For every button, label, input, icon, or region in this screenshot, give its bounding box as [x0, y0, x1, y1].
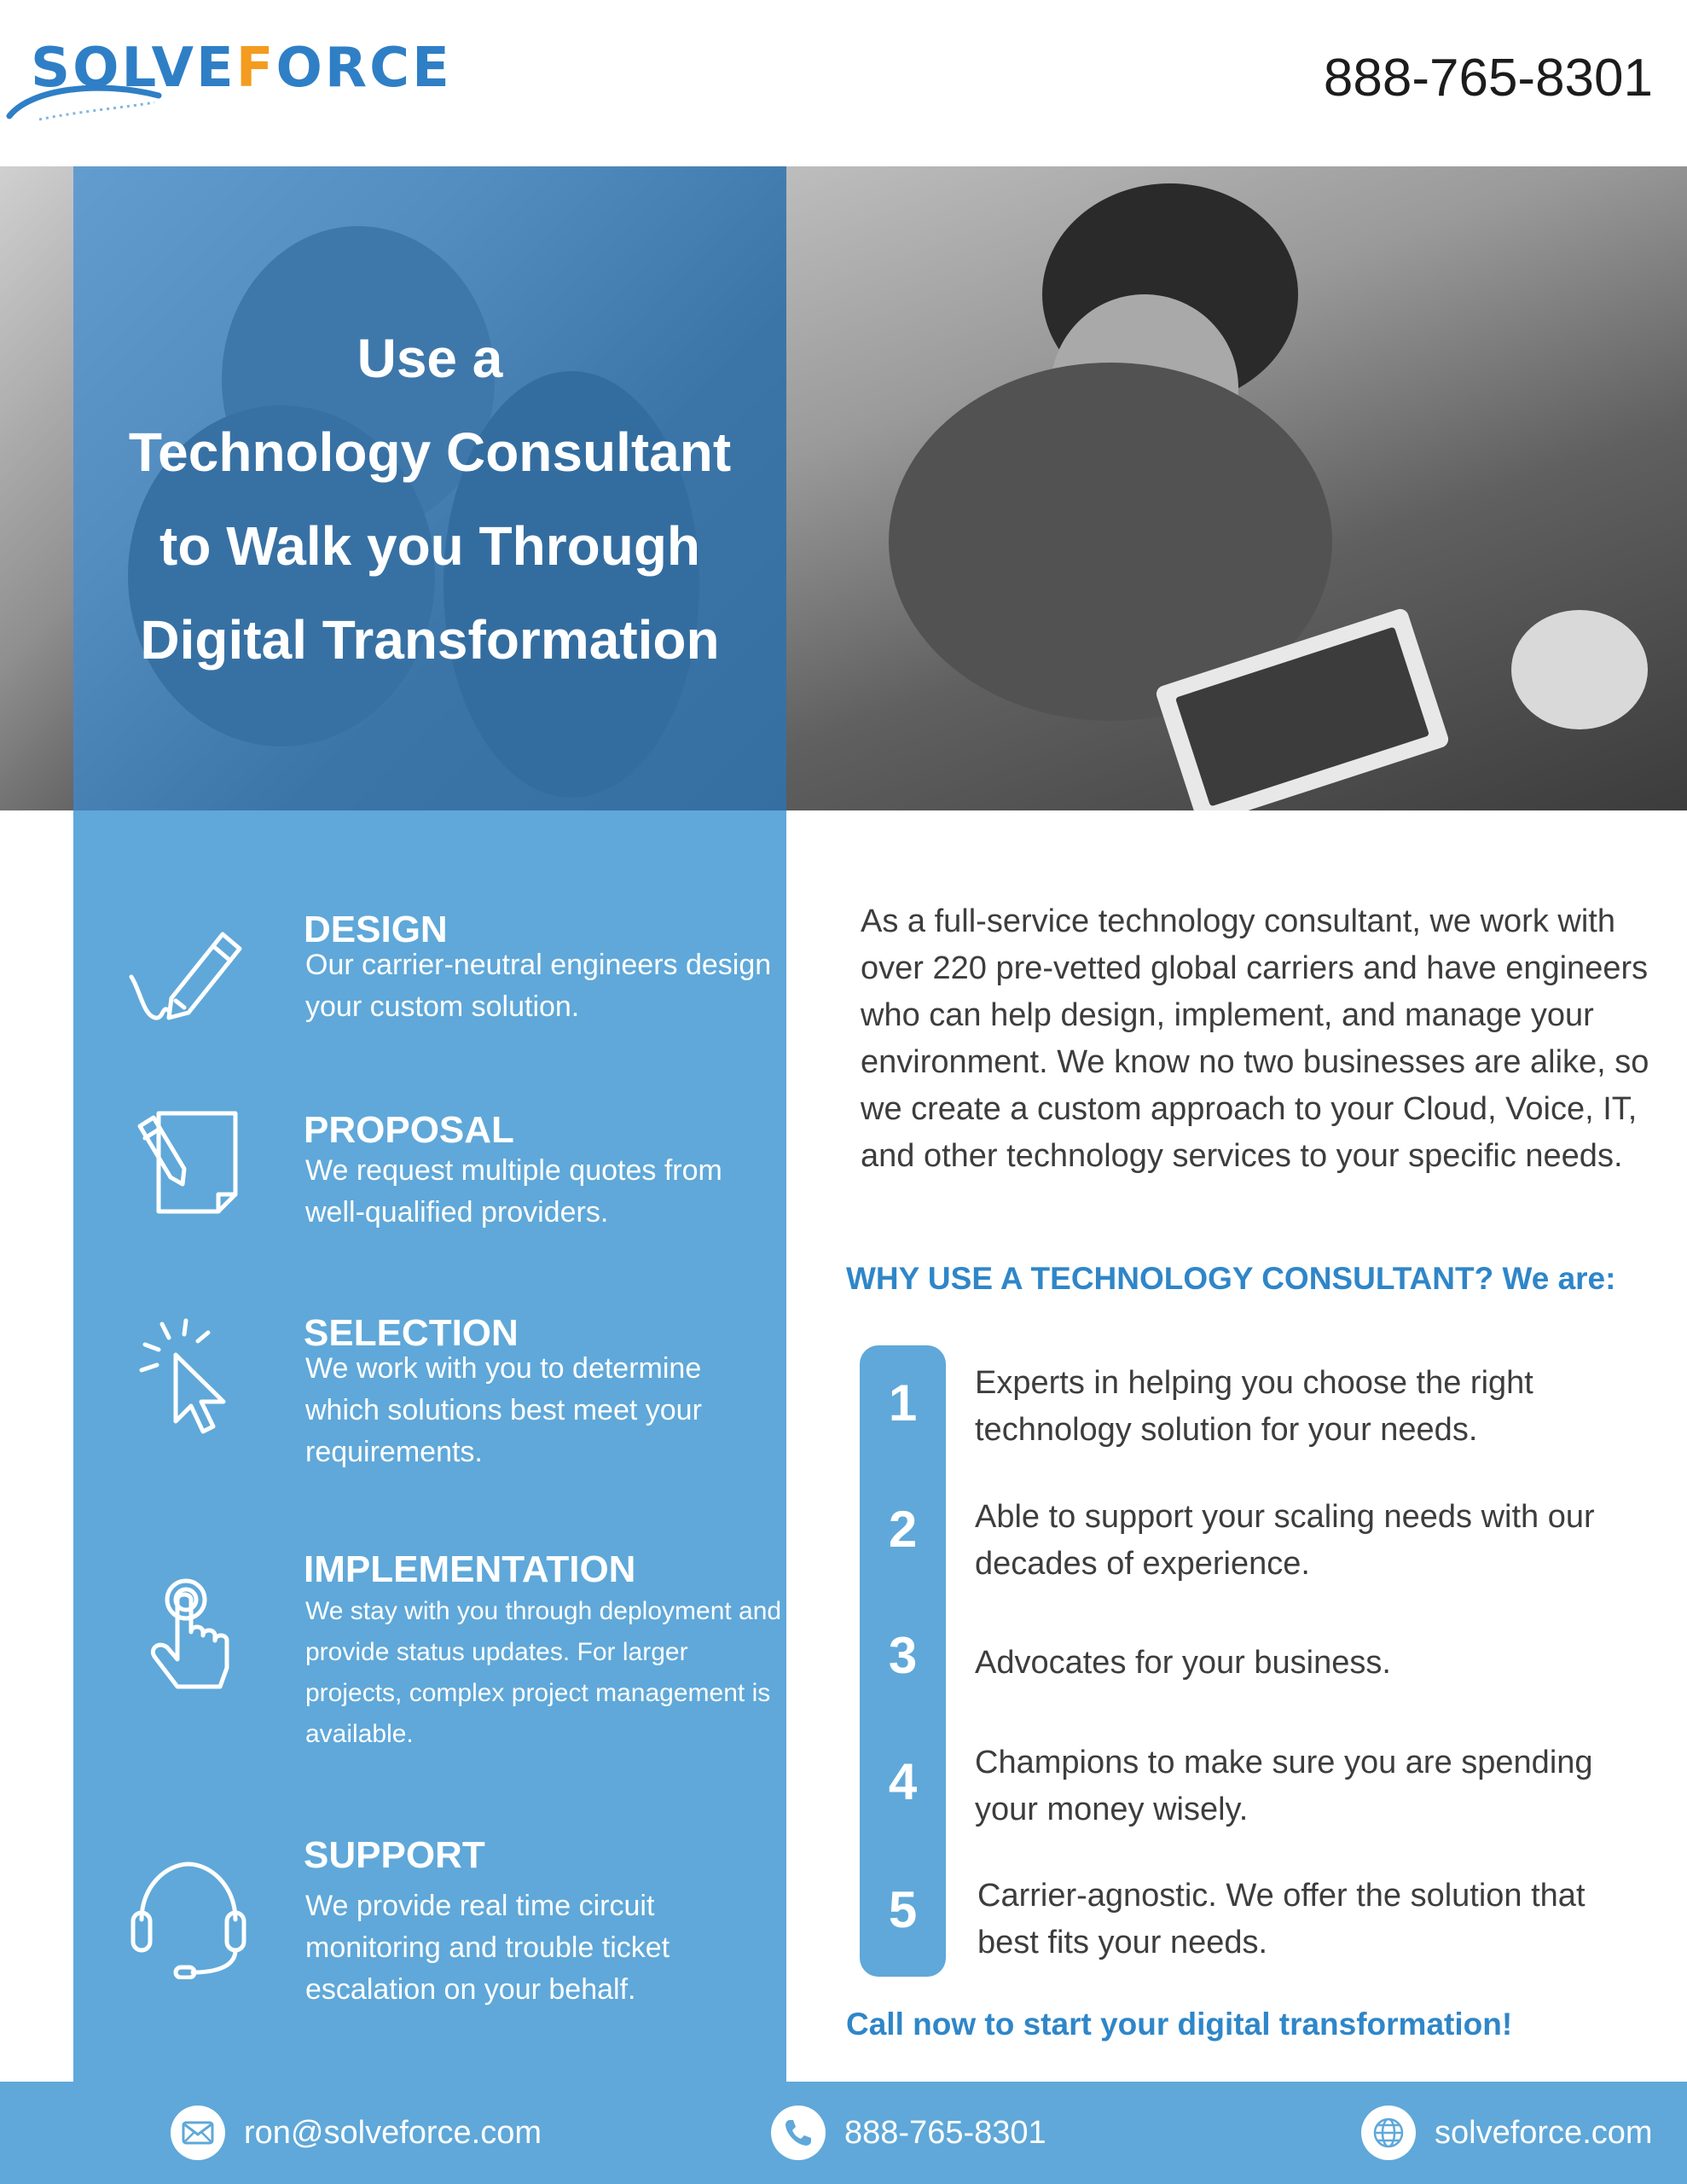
pen-icon	[125, 909, 252, 1037]
reason-number: 4	[888, 1753, 918, 1810]
reason-number: 2	[888, 1501, 918, 1558]
globe-icon	[1361, 2106, 1416, 2160]
headset-icon	[125, 1851, 252, 1979]
step-description: We stay with you through deployment and provide status updates. For larger projects, complex project management is available.	[305, 1597, 782, 1748]
call-to-action: Call now to start your digital transformation!	[846, 2007, 1513, 2042]
reason-number: 3	[888, 1627, 918, 1684]
step-description: We request multiple quotes from well-qualified providers.	[305, 1154, 722, 1228]
touch-hand-icon	[125, 1574, 252, 1702]
step-title: PROPOSAL	[304, 1109, 514, 1151]
footer-phone-text[interactable]: 888-765-8301	[844, 2114, 1046, 2151]
step-title: SELECTION	[304, 1312, 519, 1354]
cursor-click-icon	[125, 1312, 252, 1440]
footer-website[interactable]	[1361, 2106, 1653, 2160]
contact-footer	[0, 2082, 1687, 2184]
footer-email[interactable]	[171, 2106, 542, 2160]
step-description: Our carrier-neutral engineers design your custom solution.	[305, 949, 772, 1023]
reason-text: Advocates for your business.	[975, 1645, 1391, 1681]
step-description: We provide real time circuit monitoring and trouble ticket escalation on your behalf.	[305, 1890, 670, 2006]
phone-icon	[771, 2106, 826, 2160]
footer-website-text[interactable]: solveforce.com	[1435, 2114, 1653, 2151]
solveforce-logo[interactable]	[5, 37, 483, 126]
document-icon	[125, 1101, 252, 1228]
step-title: DESIGN	[304, 909, 448, 950]
hero-banner	[0, 166, 1687, 810]
header-phone[interactable]: 888-765-8301	[1323, 49, 1653, 107]
reason-number: 5	[888, 1881, 918, 1938]
email-icon	[171, 2106, 225, 2160]
reason-text: Champions to make sure you are spending your money wisely.	[975, 1745, 1593, 1827]
hero-photo-right	[786, 166, 1687, 810]
hero-title: Use a Technology Consultant to Walk you Through Digital Transformation	[128, 328, 732, 671]
reason-text: Carrier-agnostic. We offer the solution that best fits your needs.	[977, 1878, 1586, 1960]
step-title: SUPPORT	[304, 1834, 485, 1876]
logo-wordmark: SOLVEFORCE	[31, 37, 452, 100]
reason-text: Able to support your scaling needs with our decades of experience.	[975, 1499, 1595, 1582]
reason-text: Experts in helping you choose the right technology solution for your needs.	[975, 1365, 1533, 1448]
step-description: We work with you to determine which solutions best meet your requirements.	[305, 1352, 702, 1468]
process-steps-panel	[73, 810, 786, 2082]
reason-number: 1	[888, 1374, 918, 1432]
why-heading: WHY USE A TECHNOLOGY CONSULTANT? We are:	[846, 1261, 1616, 1296]
footer-email-text[interactable]: ron@solveforce.com	[244, 2114, 542, 2151]
step-title: IMPLEMENTATION	[304, 1548, 636, 1590]
intro-paragraph: As a full-service technology consultant, we work with over 220 pre-vetted global carriers and have engineers who can help design, implement, and manage your environment. We know no two businesses are alike, so we create a custom approach to your Cloud, Voice, IT, and other technology services to your specific needs.	[861, 903, 1649, 1174]
footer-phone[interactable]	[771, 2106, 1046, 2160]
